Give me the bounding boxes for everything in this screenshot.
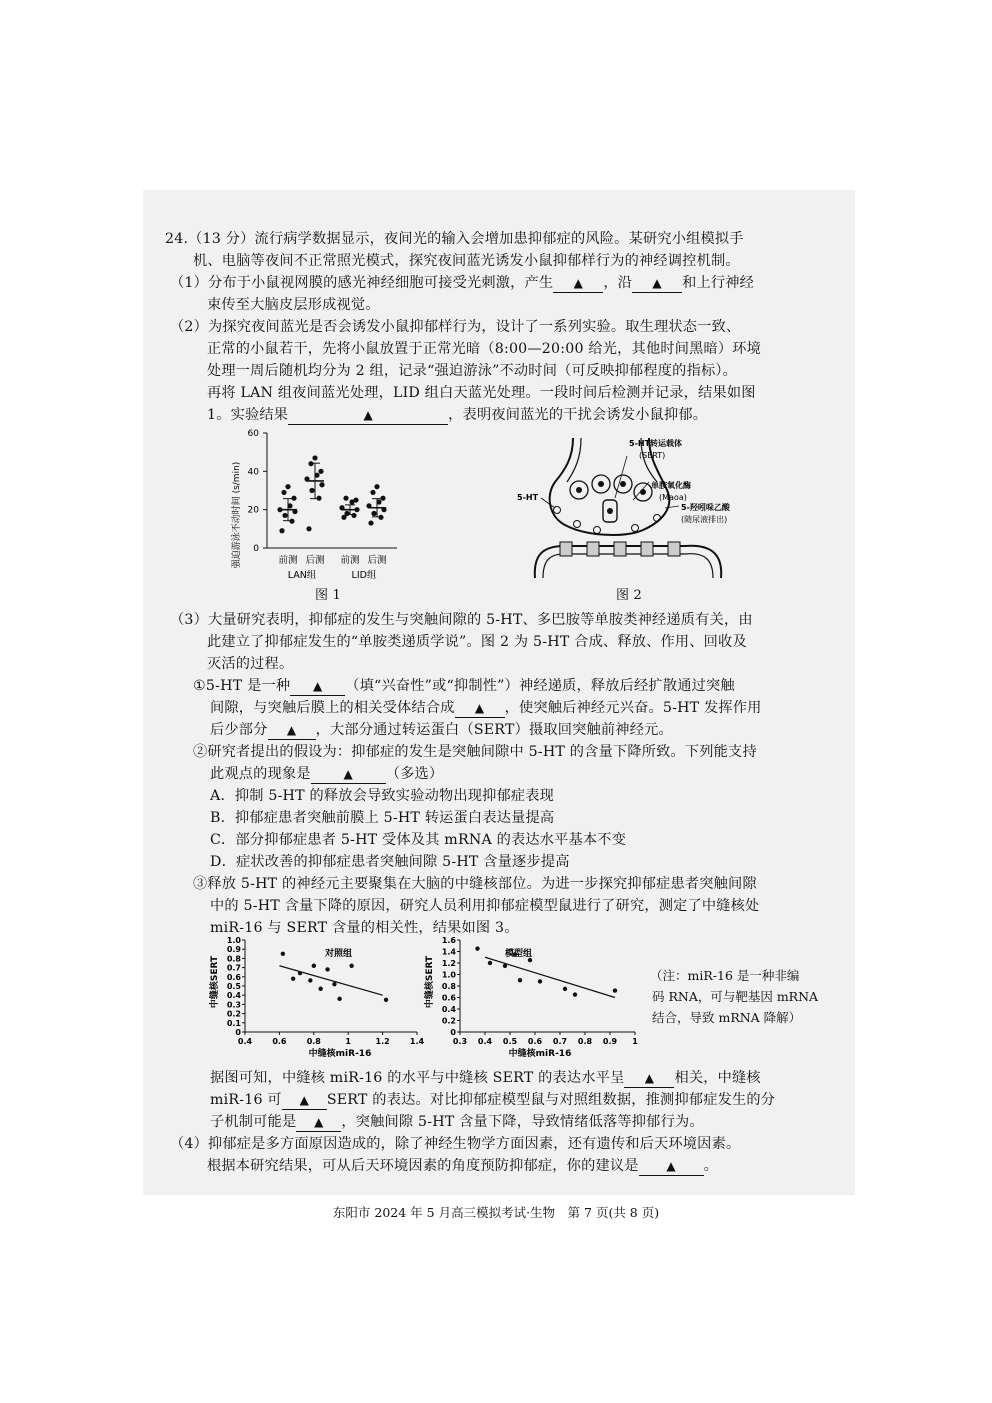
receptor [587, 542, 599, 556]
y-tick-label: 0.8 [226, 954, 241, 964]
x-tick-label: 0.6 [527, 1037, 543, 1046]
data-point [281, 490, 286, 495]
y-tick-label: 0.9 [226, 945, 241, 955]
part1-line-2: 束传至大脑皮层形成视觉。 [207, 297, 380, 313]
part3b-line-3: 子机制可能是 ▲ ，突触间隙 5-HT 含量下降，导致情绪低落等抑郁行为。 [210, 1114, 704, 1130]
data-point [337, 997, 341, 1001]
y-tick-label: 0.7 [226, 963, 241, 973]
figure-1-chart [225, 425, 410, 585]
x-tick-label: 前测 [278, 555, 298, 566]
answer-blank[interactable]: ▲ [282, 1092, 327, 1110]
x-tick-label: 1 [632, 1037, 638, 1046]
y-tick-label: 0.4 [226, 991, 241, 1001]
part3-sub2-line-2: 此观点的现象是 ▲ （多选） [210, 766, 444, 782]
option-c: C．部分抑郁症患者 5-HT 受体及其 mRNA 的表达水平基本不变 [210, 832, 627, 848]
data-point [325, 967, 329, 971]
part3-line-2: 此建立了抑郁症发生的“单胺类递质学说”。图 2 为 5-HT 合成、释放、作用、回收及 [207, 634, 747, 650]
receptor [614, 542, 626, 556]
question-number: 24. [165, 231, 189, 247]
answer-blank[interactable]: ▲ [639, 1158, 704, 1176]
part3-sub1-line-3: 后少部分 ▲ ，大部分通过转运蛋白（SERT）摄取回突触前神经元。 [210, 722, 673, 738]
data-point [573, 992, 577, 996]
part3-sub2-line-1: ②研究者提出的假设为：抑郁症的发生是突触间隙中 5-HT 的含量下降所致。下列能支持 [193, 744, 757, 760]
group-label-lan: LAN组 [287, 570, 317, 581]
x-tick-label: 后测 [367, 555, 387, 566]
y-tick-label: 0 [253, 544, 259, 554]
chart-xlabel: 中缝核miR-16 [308, 1049, 372, 1059]
answer-blank[interactable]: ▲ [624, 1070, 674, 1088]
answer-blank[interactable]: ▲ [632, 275, 682, 293]
trend-line [485, 957, 615, 997]
data-point [318, 987, 322, 991]
data-point [351, 513, 356, 518]
y-tick-label: 1.0 [226, 936, 241, 945]
y-tick-label: 0.2 [226, 1009, 241, 1019]
label-5hiaa: 5-羟吲哚乙酸 [681, 503, 730, 512]
data-point [475, 946, 479, 950]
part3b-line-2: miR-16 可 ▲ SERT 的表达。对比抑郁症模型鼠与对照组数据，推测抑郁症发生的分 [210, 1092, 776, 1108]
figure-3-model-chart [420, 932, 645, 1062]
data-point [291, 976, 295, 980]
y-tick-label: 0.4 [441, 1005, 456, 1014]
part3-sub3-line-1: ③释放 5-HT 的神经元主要聚集在大脑的中缝核部位。为进一步探究抑郁症患者突触间隙 [193, 876, 757, 892]
data-point [374, 484, 379, 489]
y-tick-label: 0.6 [441, 993, 456, 1003]
answer-blank[interactable]: ▲ [311, 766, 386, 784]
y-tick-label: 1.4 [441, 947, 456, 957]
x-tick-label: 1.4 [409, 1037, 425, 1046]
y-tick-label: 0.5 [226, 982, 241, 991]
part4-line-1: （4）抑郁症是多方面原因造成的，除了神经生物学方面因素，还有遗传和后天环境因素。 [170, 1136, 741, 1152]
chart-title: 模型组 [505, 949, 533, 959]
x-tick-label: 0.6 [272, 1037, 287, 1046]
answer-blank[interactable]: ▲ [455, 700, 505, 718]
part4-line-2: 根据本研究结果，可从后天环境因素的角度预防抑郁症，你的建议是 ▲ 。 [207, 1158, 719, 1174]
x-tick-label: 前测 [340, 555, 360, 566]
option-a: A．抑制 5-HT 的释放会导致实验动物出现抑郁症表现 [210, 788, 555, 804]
data-point [368, 520, 373, 525]
question-line-2: 机、电脑等夜间不正常照光模式，探究夜间蓝光诱发小鼠抑郁样行为的神经调控机制。 [193, 253, 740, 269]
x-tick-label: 0.5 [502, 1037, 518, 1046]
part2-line-3: 处理一周后随机均分为 2 组，记录“强迫游泳”不动时间（可反映抑郁程度的指标）。 [207, 363, 738, 379]
label-sert-abbr: (SERT) [639, 451, 666, 460]
5ht-molecule [594, 527, 601, 534]
figure-1-ylabel: 强迫游泳不动时间 (s/min) [232, 461, 242, 569]
label-5hiaa-note: (随尿液排出) [681, 515, 728, 524]
data-point [309, 488, 314, 493]
label-maoa: 单胺氧化酶 [651, 481, 691, 490]
figure-3-control-chart [205, 932, 430, 1062]
y-tick-label: 1.2 [441, 959, 456, 968]
data-point [563, 987, 567, 991]
part3-sub1-line-2: 间隙，与突触后膜上的相关受体结合成 ▲ ，使突触后神经元兴奋。5-HT 发挥作用 [210, 700, 762, 716]
data-point [370, 490, 375, 495]
data-point [281, 952, 285, 956]
data-point [285, 484, 290, 489]
y-tick-label: 0 [235, 1028, 241, 1037]
y-tick-label: 60 [247, 429, 259, 439]
y-tick-label: 1.6 [441, 936, 456, 945]
part2-line-4: 再将 LAN 组夜间蓝光处理，LID 组白天蓝光处理。一段时间后检测并记录，结果如图 [207, 385, 756, 401]
figure-3-note-line-2: 码 RNA，可与靶基因 mRNA [652, 989, 819, 1004]
part3b-line-1: 据图可知，中缝核 miR-16 的水平与中缝核 SERT 的表达水平呈 ▲ 相关，中缝核 [210, 1070, 761, 1086]
chart-ylabel: 中缝核SERT [210, 955, 220, 1009]
y-tick-label: 0 [450, 1028, 456, 1037]
answer-blank[interactable]: ▲ [553, 275, 603, 293]
x-tick-label: 1.2 [375, 1037, 390, 1046]
part2-line-1: （2）为探究夜间蓝光是否会诱发小鼠抑郁样行为，设计了一系列实验。取生理状态一致、 [170, 319, 741, 335]
x-tick-label: 1 [345, 1037, 351, 1046]
data-point [613, 988, 617, 992]
part3-line-3: 灭活的过程。 [207, 656, 294, 672]
y-tick-label: 0.8 [441, 982, 456, 991]
part3-sub3-line-3: miR-16 与 SERT 含量的相关性，结果如图 3。 [210, 920, 519, 936]
group-label-lid: LID组 [351, 570, 377, 581]
part3-sub3-line-2: 中的 5-HT 含量下降的原因，研究人员利用抑郁症模型鼠进行了研究，测定了中缝核处 [210, 898, 760, 914]
y-tick-label: 0.3 [226, 1000, 241, 1010]
label-sert: 5-HT转运载体 [629, 439, 683, 448]
x-tick-label: 0.4 [237, 1037, 253, 1046]
option-d: D．症状改善的抑郁症患者突触间隙 5-HT 含量逐步提高 [210, 854, 570, 870]
data-point [279, 528, 284, 533]
option-b: B．抑郁症患者突触前膜上 5-HT 转运蛋白表达量提高 [210, 810, 555, 826]
answer-blank[interactable]: ▲ [268, 722, 316, 740]
data-point [538, 979, 542, 983]
figure-3-note-line-3: 结合，导致 mRNA 降解） [652, 1010, 802, 1025]
5ht-molecule [654, 515, 661, 522]
figure-2-caption: 图 2 [616, 588, 643, 603]
part3-sub1-line-1: ①5-HT 是一种 ▲ （填“兴奋性”或“抑制性”）神经递质，释放后经扩散通过突触 [193, 678, 735, 694]
data-point [518, 978, 522, 982]
y-tick-label: 40 [247, 467, 259, 478]
receptor [668, 542, 680, 556]
x-tick-label: 后测 [305, 555, 325, 566]
x-tick-label: 0.3 [452, 1037, 468, 1046]
x-tick-label: 0.7 [552, 1037, 568, 1046]
figure-1-caption: 图 1 [315, 588, 342, 603]
receptor [560, 542, 572, 556]
x-tick-label: 0.8 [577, 1037, 593, 1046]
data-point [371, 511, 376, 516]
y-tick-label: 0.2 [441, 1016, 456, 1026]
data-point [349, 964, 353, 968]
data-point [318, 469, 323, 474]
5ht-molecule [574, 521, 581, 528]
question-line-1 [165, 228, 744, 250]
data-point [308, 978, 312, 982]
data-point [343, 496, 348, 501]
figure-2-diagram [515, 430, 760, 585]
y-tick-label: 0.6 [226, 972, 241, 982]
data-point [306, 526, 311, 531]
y-tick-label: 0.1 [226, 1018, 241, 1028]
5ht-molecule [632, 525, 639, 532]
data-point [282, 513, 287, 518]
chart-xlabel: 中缝核miR-16 [508, 1049, 572, 1059]
data-point [384, 998, 388, 1002]
x-tick-label: 0.8 [306, 1037, 321, 1046]
question-intro: （13 分）流行病学数据显示，夜间光的输入会增加患抑郁症的风险。某研究小组模拟手 [188, 231, 744, 247]
trend-line [279, 966, 382, 995]
data-point [332, 982, 336, 986]
data-point [312, 455, 317, 460]
y-tick-label: 1.0 [441, 970, 456, 980]
page-footer: 东阳市 2024 年 5 月高三模拟考试·生物 第 7 页(共 8 页) [332, 1205, 660, 1220]
part2-line-5: 1。实验结果 ▲ ，表明夜间蓝光的干扰会诱发小鼠抑郁。 [207, 407, 708, 423]
data-point [353, 497, 358, 502]
data-point [488, 961, 492, 965]
answer-blank[interactable]: ▲ [288, 407, 448, 425]
data-point [319, 482, 324, 487]
x-tick-label: 0.4 [477, 1037, 493, 1046]
answer-blank[interactable]: ▲ [296, 1114, 341, 1132]
y-tick-label: 20 [247, 505, 259, 516]
chart-ylabel: 中缝核SERT [425, 955, 435, 1009]
part3-line-1: （3）大量研究表明，抑郁症的发生与突触间隙的 5-HT、多巴胺等单胺类神经递质有关，由 [170, 612, 753, 628]
part2-line-2: 正常的小鼠若干，先将小鼠放置于正常光暗（8:00—20:00 给光，其他时间黑暗）环境 [207, 341, 762, 357]
data-point [312, 964, 316, 968]
data-point [344, 511, 349, 516]
label-maoa-abbr: (Maoa) [659, 493, 687, 502]
answer-blank[interactable]: ▲ [290, 678, 345, 696]
receptor [641, 542, 653, 556]
figure-3-note-line-1: （注：miR-16 是一种非编 [650, 968, 800, 983]
label-5ht: 5-HT [517, 493, 539, 502]
part1-line-1: （1）分布于小鼠视网膜的感光神经细胞可接受光刺激，产生 ▲ ，沿 ▲ 和上行神经 [170, 275, 755, 291]
x-tick-label: 0.9 [602, 1037, 618, 1046]
chart-title: 对照组 [325, 949, 353, 959]
